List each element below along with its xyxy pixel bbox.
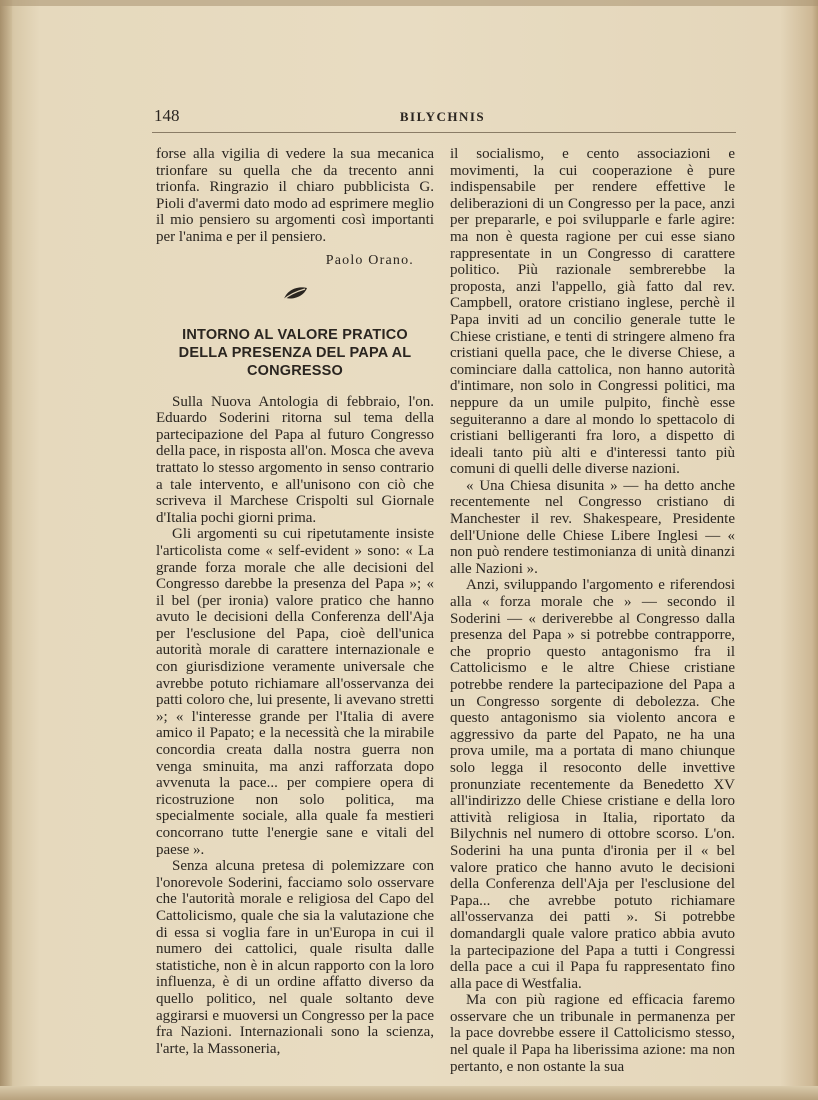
header-rule xyxy=(152,132,736,133)
left-column xyxy=(156,146,434,1057)
paragraph: Gli argomenti su cui ripetutamente insiste l'articolista come « self-evident » sono: « La grande forza morale che alle decisioni del Congresso darebbe la presenza del Papa »; « il bel (per ironia) valore pratico che hanno avuto le decisioni della Conferenza dell'Aja per l'esclusione del Papa, cioè dell'unica autorità morale di carattere internazionale e con giurisdizione veramente universale che avrebbe potuto richiamare all'osservanza dei patti coloro che, lui presente, li avevano stretti »; « l'interesse grande per l'Italia di avere amico il Papato; e la necessità che la mirabile concordia creata dalla nostra guerra non venga sminuita, ma anzi rafforzata dopo avvenuta la pace... per compiere opera di ricostruzione non solo politica, ma specialmente sociale, alla quale fa mestieri concorrano tutte l'energie sane e vitali del paese ». xyxy=(156,526,434,858)
paragraph: Ma con più ragione ed efficacia faremo osservare che un tribunale in permanenza per la pace dovrebbe essere il Cattolicismo stesso, nel quale il Papa ha liberissima azione: ma non pertanto, e non ostante la sua xyxy=(450,992,735,1075)
right-column xyxy=(450,146,735,1075)
author-signature: Paolo Orano. xyxy=(325,252,414,268)
paragraph: Anzi, sviluppando l'argomento e riferendosi alla « forza morale che » — secondo il Soderini — « deriverebbe al Congresso dalla presenza del Papa » si potrebbe contrapporre, che proprio questo antagonismo fra il Cattolicismo e le altre Chiese cristiane potrebbe rendere la partecipazione del Papa a un Congresso sorgente di debolezza. Che questo antagonismo sia violento ancora e aggressivo da parte del Papato, ne ha una prova umile, ma a portata di mano chiunque solo legga il resoconto delle invettive pronunziate recentemente da Benedetto XV all'indirizzo delle Chiese cristiane e della loro attività religiosa in Italia, riportato da Bilychnis nel numero di ottobre scorso. L'on. Soderini ha una punta d'ironia per il « bel valore pratico che hanno avuto le decisioni della Conferenza dell'Aja per l'esclusione del Papa... che avrebbe potuto richiamare all'osservanza dei patti ». Si potrebbe domandargli quale valore pratico abbia avuto la partecipazione del Papa a tutti i Congressi della pace a cui il Papa fu rappresentato fino alla pace di Westfalia. xyxy=(450,577,735,992)
page-binding-edge xyxy=(0,0,12,1100)
journal-title: BILYCHNIS xyxy=(399,109,486,124)
page-bottom-edge xyxy=(0,1086,818,1100)
intro-paragraph: forse alla vigilia di vedere la sua mecanica trionfare su quella che da trecento anni trionfa. Ringrazio il chiaro pubblicista G. Pioli d'avermi dato modo ad esprimere meglio il mio pensiero su argomenti così importanti per l'anima e per il pensiero. xyxy=(156,146,434,245)
page-top-edge xyxy=(0,0,818,6)
page-number: 148 xyxy=(154,106,180,125)
paragraph: Sulla Nuova Antologia di febbraio, l'on. Eduardo Soderini ritorna sul tema della partecipazione del Papa al futuro Congresso della pace, in risposta all'on. Mosca che aveva trattato lo stesso argomento in senso contrario a tale intervento, e all'unisono con ciò che scriveva il Marchese Crispolti sul Giornale d'Italia pochi giorni prima. xyxy=(156,393,434,526)
paragraph: il socialismo, e cento associazioni e movimenti, la cui cooperazione è pure indispensabile per rendere effettive le deliberazioni di un Congresso per la pace, anzi per prepararle, e poi svilupparle e farle agire: ma non è questa ragione per cui esse siano rappresentate in un Congresso di carattere politico. Più razionale sembrerebbe la proposta, anzi l'appello, già fatto dal rev. Campbell, oratore cristiano inglese, perchè il Papa inviti ad un concilio generale tutte le Chiese cristiane, e tenti di stringere almeno fra cristiani quella pace, che le diverse Chiese, a cominciare dalla cattolica, non hanno autorità d'intimare, non solo in Congressi politici, ma neppure da un umile pulpito, finchè esse seguiteranno a dare al mondo lo spettacolo di cristiani belligeranti fra loro, a dispetto di ideali tanto più alti e d'interessi tanto più comuni di quelli delle diverse nazioni. xyxy=(450,146,735,478)
running-header xyxy=(150,106,735,130)
section-title: INTORNO AL VALORE PRATICO DELLA PRESENZA DEL PAPA AL CONGRESSO xyxy=(178,326,412,379)
leaf-ornament-icon xyxy=(280,284,310,302)
paragraph: Senza alcuna pretesa di polemizzare con l'onorevole Soderini, facciamo solo osservare che l'autorità morale e religiosa del Capo del Cattolicismo, quale che sia la valutazione che di essa si voglia fare in un'Europa in cui il numero dei cattolici, quale risulta dalle statistiche, non è in alcun rapporto con la loro influenza, è di un ordine affatto diverso da quello politico, nel quale soltanto deve aggirarsi e muoversi un Congresso per la pace fra Nazioni. Internazionali sono la scienza, l'arte, la Massoneria, xyxy=(156,858,434,1057)
paragraph: « Una Chiesa disunita » — ha detto anche recentemente nel Congresso cristiano di Manchester il rev. Shakespeare, Presidente dell'Unione delle Chiese Libere Inglesi — « non può rendere testimonianza di unità dinanzi alle Nazioni ». xyxy=(450,477,735,577)
